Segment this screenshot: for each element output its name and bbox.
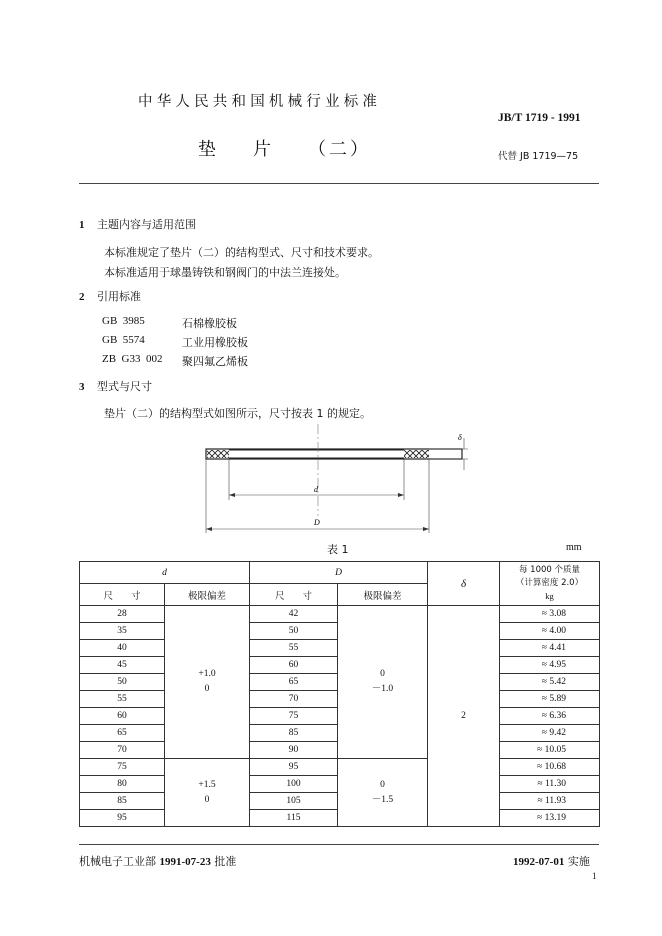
section-1-heading bbox=[79, 216, 196, 232]
ref-1-name: 石棉橡胶板 bbox=[182, 317, 237, 330]
header-mass-line-1: 每 1000 个质量 bbox=[518, 565, 581, 575]
cell-mass: ≈ 4.00 bbox=[500, 623, 600, 640]
table-row bbox=[80, 606, 600, 623]
table-header-row-1 bbox=[80, 562, 600, 584]
cell-D: 90 bbox=[250, 742, 338, 759]
section-3-number: 3 bbox=[79, 381, 85, 393]
table-row bbox=[80, 759, 600, 776]
cell-d-tolerance-group-1 bbox=[165, 606, 250, 759]
ref-2-name: 工业用橡胶板 bbox=[182, 336, 248, 349]
header-d: d bbox=[80, 562, 250, 584]
cell-d: 40 bbox=[80, 640, 165, 657]
header-divider bbox=[79, 183, 599, 184]
D-tol-upper: 0 bbox=[380, 669, 385, 679]
cell-d: 55 bbox=[80, 691, 165, 708]
ref-2-code: GB 5574 bbox=[102, 334, 145, 346]
cell-D: 42 bbox=[250, 606, 338, 623]
gasket-section-left bbox=[207, 450, 229, 458]
ref-3-name: 聚四氟乙烯板 bbox=[182, 355, 248, 368]
header-mass-unit: kg bbox=[545, 591, 554, 601]
cell-delta: 2 bbox=[428, 606, 500, 827]
section-2-title: 引用标准 bbox=[97, 290, 141, 303]
cell-D: 100 bbox=[250, 776, 338, 793]
implementation-word: 实施 bbox=[567, 855, 590, 868]
D-tol-lower: －1.5 bbox=[371, 794, 394, 805]
cell-d: 75 bbox=[80, 759, 165, 776]
cell-mass: ≈ 10.68 bbox=[500, 759, 600, 776]
cell-mass: ≈ 4.41 bbox=[500, 640, 600, 657]
cell-mass: ≈ 6.36 bbox=[500, 708, 600, 725]
title-char-1: 垫 bbox=[198, 139, 219, 160]
replaces-note: 代替 JB 1719—75 bbox=[498, 151, 579, 162]
D-tol-lower: －1.0 bbox=[371, 684, 394, 694]
cell-mass: ≈ 5.89 bbox=[500, 691, 600, 708]
D-label: D bbox=[314, 518, 320, 527]
cell-D: 85 bbox=[250, 725, 338, 742]
approval-org: 机械电子工业部 bbox=[79, 855, 156, 868]
cell-D: 75 bbox=[250, 708, 338, 725]
cell-d: 60 bbox=[80, 708, 165, 725]
cell-D: 65 bbox=[250, 674, 338, 691]
approval-word: 批准 bbox=[214, 855, 237, 868]
ref-1-code: GB 3985 bbox=[102, 315, 145, 327]
section-1-paragraph-2: 本标准适用于球墨铸铁和钢阀门的中法兰连接处。 bbox=[104, 266, 346, 279]
section-1-paragraph-1: 本标准规定了垫片（二）的结构型式、尺寸和技术要求。 bbox=[104, 246, 379, 259]
cell-D: 95 bbox=[250, 759, 338, 776]
issuing-organization: 中华人民共和国机械行业标准 bbox=[138, 94, 382, 110]
implementation-date: 1992-07-01 bbox=[513, 856, 565, 868]
header-d-tolerance: 极限偏差 bbox=[165, 584, 250, 606]
cell-mass: ≈ 9.42 bbox=[500, 725, 600, 742]
size-table bbox=[79, 561, 600, 827]
standard-code: JB/T 1719 - 1991 bbox=[498, 112, 581, 124]
cell-D: 55 bbox=[250, 640, 338, 657]
approval-line bbox=[79, 853, 236, 869]
cell-d-tolerance-group-2 bbox=[165, 759, 250, 827]
section-2-heading bbox=[79, 288, 141, 304]
implementation-line bbox=[513, 853, 590, 869]
section-3-paragraph-1: 垫片（二）的结构型式如图所示，尺寸按表 1 的规定。 bbox=[104, 407, 371, 420]
D-tol-upper: 0 bbox=[380, 779, 385, 790]
cell-mass: ≈ 3.08 bbox=[500, 606, 600, 623]
header-mass bbox=[500, 562, 600, 606]
cell-D: 105 bbox=[250, 793, 338, 810]
cell-D: 115 bbox=[250, 810, 338, 827]
title-char-3: （二） bbox=[308, 139, 371, 160]
cell-D-tolerance-group-1 bbox=[338, 606, 428, 759]
gasket-drawing bbox=[200, 420, 480, 540]
d-tol-lower: 0 bbox=[204, 684, 210, 694]
cell-d: 80 bbox=[80, 776, 165, 793]
footer-divider bbox=[79, 844, 599, 845]
cell-D: 70 bbox=[250, 691, 338, 708]
table-caption: 表 1 bbox=[327, 543, 349, 556]
cell-d: 95 bbox=[80, 810, 165, 827]
d-tol-lower: 0 bbox=[204, 794, 210, 805]
d-label: d bbox=[314, 485, 318, 494]
cell-mass: ≈ 11.93 bbox=[500, 793, 600, 810]
d-tol-upper: +1.5 bbox=[198, 779, 216, 790]
title-char-2: 片 bbox=[253, 139, 274, 160]
cell-d: 65 bbox=[80, 725, 165, 742]
cell-D-tolerance-group-2 bbox=[338, 759, 428, 827]
section-2-number: 2 bbox=[79, 291, 85, 303]
cell-D: 60 bbox=[250, 657, 338, 674]
cell-d: 50 bbox=[80, 674, 165, 691]
header-delta: δ bbox=[428, 562, 500, 606]
section-3-heading bbox=[79, 378, 152, 394]
cell-d: 85 bbox=[80, 793, 165, 810]
cell-d: 70 bbox=[80, 742, 165, 759]
header-mass-line-2: （计算密度 2.0） bbox=[515, 578, 584, 588]
section-1-number: 1 bbox=[79, 219, 85, 231]
header-d-size: 尺 寸 bbox=[80, 584, 165, 606]
header-D-tolerance: 极限偏差 bbox=[338, 584, 428, 606]
cell-mass: ≈ 10.05 bbox=[500, 742, 600, 759]
header-D: D bbox=[250, 562, 428, 584]
document-title bbox=[198, 135, 371, 161]
section-1-title: 主题内容与适用范围 bbox=[97, 218, 196, 231]
cell-d: 45 bbox=[80, 657, 165, 674]
cell-mass: ≈ 4.95 bbox=[500, 657, 600, 674]
header-D-size: 尺 寸 bbox=[250, 584, 338, 606]
page-number: 1 bbox=[592, 871, 597, 881]
cell-D: 50 bbox=[250, 623, 338, 640]
cell-mass: ≈ 5.42 bbox=[500, 674, 600, 691]
ref-3-code: ZB G33 002 bbox=[102, 353, 163, 365]
cell-mass: ≈ 13.19 bbox=[500, 810, 600, 827]
section-3-title: 型式与尺寸 bbox=[97, 380, 152, 393]
cell-mass: ≈ 11.30 bbox=[500, 776, 600, 793]
table-unit: mm bbox=[566, 542, 582, 553]
delta-label: δ bbox=[458, 433, 462, 442]
d-tol-upper: +1.0 bbox=[198, 669, 216, 679]
approval-date: 1991-07-23 bbox=[159, 856, 211, 868]
gasket-section-right bbox=[404, 450, 429, 458]
cell-d: 35 bbox=[80, 623, 165, 640]
cell-d: 28 bbox=[80, 606, 165, 623]
